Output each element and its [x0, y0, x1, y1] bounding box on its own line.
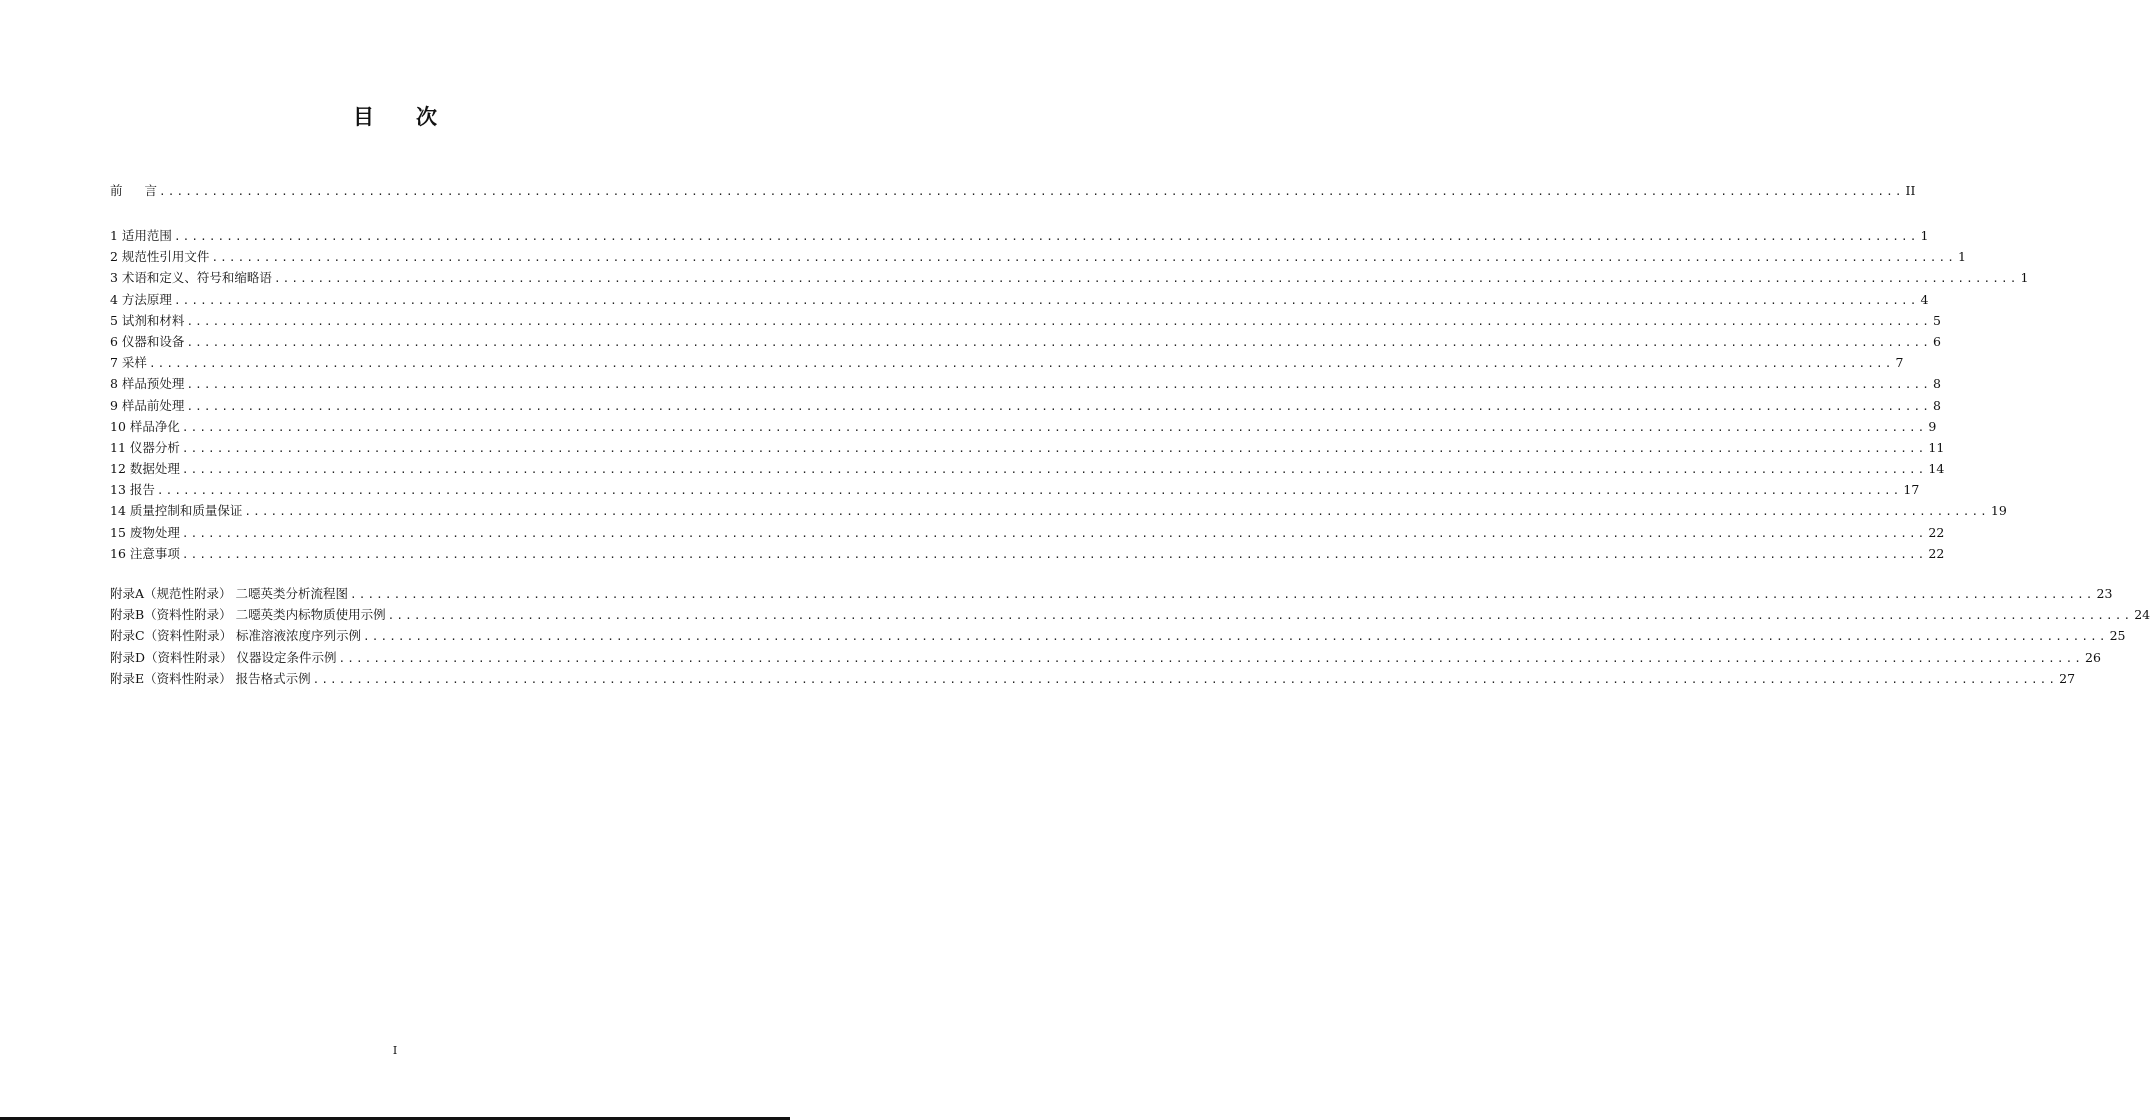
toc-entry-section[interactable]	[110, 416, 1937, 437]
toc-leader-dots: ........................................................................................................................................................................................................	[273, 272, 2019, 286]
title-char-1: 目	[353, 105, 374, 129]
toc-entry-page: 27	[2059, 670, 2076, 686]
toc-entry-page: II	[1905, 183, 1916, 198]
toc-entry-section[interactable]	[110, 373, 1941, 394]
toc-entry-section[interactable]	[110, 500, 2007, 521]
toc-leader-dots: ........................................................................................................................................................................................................	[173, 293, 1919, 307]
toc-entry-label: 附录A（规范性附录） 二噁英类分析流程图	[110, 586, 349, 601]
toc-leader-dots: ........................................................................................................................................................................................................	[244, 505, 1989, 519]
toc-leader-dots: ........................................................................................................................................................................................................	[312, 672, 2058, 686]
toc-entry-appendix[interactable]	[110, 583, 2113, 604]
toc-entry-appendix[interactable]	[110, 647, 2101, 668]
toc-leader-dots: ........................................................................................................................................................................................................	[387, 609, 2133, 623]
toc-entry-page: 6	[1932, 333, 1941, 349]
toc-entry-section[interactable]	[110, 331, 1941, 352]
toc-entry-page: 23	[2096, 586, 2113, 601]
toc-entry-section[interactable]	[110, 522, 1945, 543]
toc-entry-section[interactable]	[110, 395, 1941, 416]
toc-preface-block	[110, 180, 1916, 201]
toc-entry-appendix[interactable]	[110, 625, 2126, 646]
toc-leader-dots: ........................................................................................................................................................................................................	[148, 357, 1894, 371]
toc-entry-section[interactable]	[110, 437, 1945, 458]
toc-entry-label: 8 样品预处理	[110, 376, 185, 392]
toc-entry-page: 5	[1932, 312, 1941, 328]
toc-entry-label: 10 样品净化	[110, 418, 180, 434]
toc-entry-section[interactable]	[110, 479, 1920, 500]
toc-entry-page: 22	[1928, 524, 1945, 540]
toc-entry-page: 1	[1957, 249, 1966, 265]
toc-leader-dots: ........................................................................................................................................................................................................	[181, 441, 1927, 455]
toc-leader-dots: ........................................................................................................................................................................................................	[186, 399, 1931, 413]
toc-leader-dots: ........................................................................................................................................................................................................	[338, 651, 2084, 665]
title-char-2: 次	[416, 105, 437, 129]
toc-entry-label: 附录B（资料性附录） 二噁英类内标物质使用示例	[110, 607, 386, 623]
toc-leader-dots: ........................................................................................................................................................................................................	[181, 547, 1927, 561]
toc-entry-page: 7	[1895, 355, 1904, 371]
page-title	[0, 102, 790, 132]
toc-leader-dots: ........................................................................................................................................................................................................	[350, 588, 2095, 601]
toc-leader-dots: ........................................................................................................................................................................................................	[181, 463, 1927, 477]
toc-leader-dots: ........................................................................................................................................................................................................	[173, 230, 1919, 243]
toc-entry-label: 9 样品前处理	[110, 397, 185, 413]
toc-appendices	[110, 583, 2150, 689]
toc-entry-section[interactable]	[110, 310, 1941, 331]
toc-entry-page: 1	[1920, 228, 1929, 243]
toc-entry-page: 1	[2020, 270, 2029, 286]
toc-entry-page: 14	[1928, 461, 1945, 477]
toc-entry-section[interactable]	[110, 246, 1966, 267]
toc-leader-dots: ........................................................................................................................................................................................................	[181, 526, 1927, 540]
toc-entry-page: 11	[1928, 439, 1945, 455]
toc-entry-label: 13 报告	[110, 482, 155, 498]
toc-entry-label: 2 规范性引用文件	[110, 249, 210, 265]
toc-entry-label: 附录C（资料性附录） 标准溶液浓度序列示例	[110, 628, 362, 644]
toc-entry-section[interactable]	[110, 267, 2029, 288]
toc-entry-section[interactable]	[110, 352, 1904, 373]
toc-entry-label: 7 采样	[110, 355, 147, 371]
toc-entry-label: 1 适用范围	[110, 228, 172, 243]
toc-leader-dots: ........................................................................................................................................................................................................	[186, 314, 1931, 328]
toc-entry-section[interactable]	[110, 543, 1945, 564]
toc-entry-page: 4	[1920, 291, 1929, 307]
toc-entry-label: 前 言	[110, 183, 158, 198]
toc-entry-label: 5 试剂和材料	[110, 312, 185, 328]
toc-entry-page: 8	[1932, 376, 1941, 392]
toc-leader-dots: ........................................................................................................................................................................................................	[186, 378, 1931, 392]
toc-entry-label: 6 仪器和设备	[110, 333, 185, 349]
toc-leader-dots: ........................................................................................................................................................................................................	[186, 335, 1931, 349]
toc-entry-page: 24	[2134, 607, 2150, 623]
toc-entry-label: 3 术语和定义、符号和缩略语	[110, 270, 272, 286]
toc-entry-page: 8	[1932, 397, 1941, 413]
toc-entry-page: 22	[1928, 545, 1945, 561]
toc-entry-label: 附录D（资料性附录） 仪器设定条件示例	[110, 649, 337, 665]
toc-entry-appendix[interactable]	[110, 604, 2150, 625]
toc-entry-appendix[interactable]	[110, 668, 2076, 689]
toc-entry-label: 16 注意事项	[110, 545, 180, 561]
toc-entry-label: 14 质量控制和质量保证	[110, 503, 243, 519]
toc-leader-dots: ........................................................................................................................................................................................................	[363, 630, 2108, 644]
toc-sections	[110, 225, 2029, 564]
toc-entry-label: 12 数据处理	[110, 461, 180, 477]
toc-entry-page: 19	[1990, 503, 2007, 519]
toc-entry-label: 15 废物处理	[110, 524, 180, 540]
page-number: I	[392, 1044, 398, 1057]
toc-entry-preface[interactable]	[110, 180, 1916, 201]
toc-entry-label: 附录E（资料性附录） 报告格式示例	[110, 670, 311, 686]
toc-entry-page: 9	[1928, 418, 1937, 434]
toc-entry-page: 17	[1903, 482, 1920, 498]
toc-entry-section[interactable]	[110, 458, 1945, 479]
toc-entry-page: 26	[2085, 649, 2101, 665]
toc-entry-section[interactable]	[110, 289, 1929, 310]
toc-entry-page: 25	[2109, 628, 2126, 644]
toc-entry-label: 11 仪器分析	[110, 439, 180, 455]
toc-entry-section[interactable]	[110, 225, 1929, 246]
toc-entry-label: 4 方法原理	[110, 291, 172, 307]
toc-leader-dots: ........................................................................................................................................................................................................	[211, 251, 1956, 265]
toc-leader-dots: ........................................................................................................................................................................................................	[156, 484, 1902, 498]
toc-leader-dots: ........................................................................................................................................................................................................	[181, 420, 1927, 434]
toc-leader-dots: ........................................................................................................................................................................................................	[159, 185, 1904, 198]
